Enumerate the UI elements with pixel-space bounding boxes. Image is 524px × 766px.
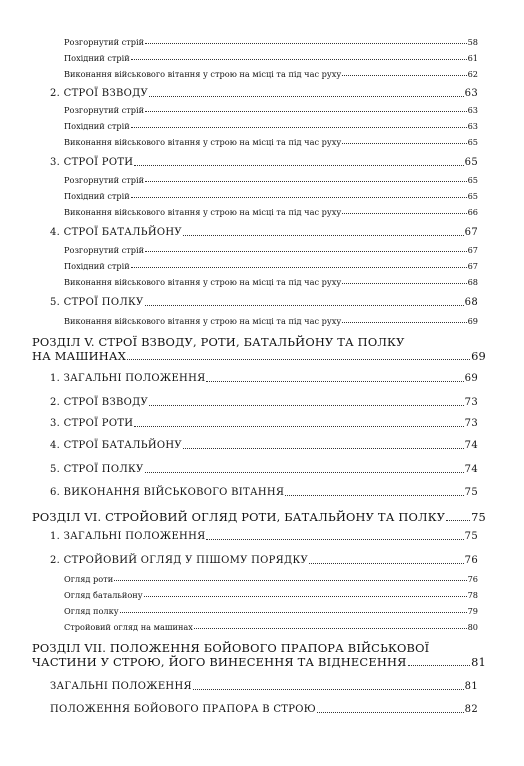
toc-entry[interactable] [32, 350, 486, 363]
toc-entry-page: 74 [464, 464, 478, 475]
dot-leader [149, 405, 464, 406]
dot-leader [145, 181, 466, 182]
section-title-line: РОЗДІЛ V. СТРОЇ ВЗВОДУ, РОТИ, БАТАЛЬЙОНУ ТА ПОЛКУ [32, 335, 405, 349]
toc-entry-title: 2. СТРОЇ ВЗВОДУ [50, 397, 149, 408]
toc-entry[interactable] [50, 418, 478, 430]
dot-leader [194, 628, 467, 629]
toc-entry-title: Огляд батальйону [64, 590, 143, 600]
dot-leader [144, 596, 467, 597]
dot-leader [134, 426, 463, 427]
toc-entry[interactable] [50, 227, 478, 239]
toc-entry[interactable] [64, 623, 478, 632]
toc-entry-title: Виконання військового вітання у строю на місці та під час руху [64, 316, 342, 326]
toc-entry-page: 80 [467, 622, 478, 632]
toc-entry-page: 68 [464, 297, 478, 308]
toc-entry-page: 68 [467, 277, 478, 287]
toc-entry-page: 78 [467, 590, 478, 600]
toc-entry-title: Виконання військового вітання у строю на місці та під час руху [64, 207, 342, 217]
toc-entry[interactable] [32, 656, 486, 669]
toc-entry-page: 65 [467, 175, 478, 185]
dot-leader [446, 520, 470, 521]
toc-entry[interactable] [50, 681, 478, 693]
dot-leader [127, 359, 470, 360]
dot-leader [183, 448, 464, 449]
dot-leader [145, 472, 464, 473]
toc-entry-page: 81 [464, 681, 478, 692]
toc-entry-title: РОЗДІЛ VI. СТРОЙОВИЙ ОГЛЯД РОТИ, БАТАЛЬЙОНУ ТА ПОЛКУ [32, 510, 446, 524]
toc-entry-title: Розгорнутий стрій [64, 175, 145, 185]
toc-entry[interactable] [50, 531, 478, 543]
toc-entry-page: 61 [467, 53, 478, 63]
toc-entry[interactable] [64, 106, 478, 115]
toc-entry[interactable] [64, 70, 478, 79]
toc-entry-page: 79 [467, 606, 478, 616]
dot-leader [342, 322, 466, 323]
dot-leader [131, 59, 467, 60]
toc-entry-page: 74 [464, 440, 478, 451]
toc-entry-page: 63 [464, 88, 478, 99]
toc-entry-title: 4. СТРОЇ БАТАЛЬЙОНУ [50, 440, 182, 451]
toc-entry-title: 3. СТРОЇ РОТИ [50, 157, 134, 168]
toc-entry[interactable] [50, 440, 478, 452]
toc-entry-page: 67 [464, 227, 478, 238]
dot-leader [317, 712, 464, 713]
toc-entry-title: 5. СТРОЇ ПОЛКУ [50, 464, 144, 475]
toc-entry-page: 63 [467, 121, 478, 131]
dot-leader [145, 251, 466, 252]
toc-entry-title: 3. СТРОЇ РОТИ [50, 418, 134, 429]
toc-entry-page: 73 [464, 418, 478, 429]
toc-entry-page: 65 [464, 157, 478, 168]
toc-entry[interactable] [50, 297, 478, 309]
dot-leader [285, 495, 463, 496]
dot-leader [342, 143, 466, 144]
dot-leader [131, 197, 467, 198]
toc-entry-page: 69 [471, 349, 486, 363]
toc-entry-page: 65 [467, 191, 478, 201]
toc-entry-title: Виконання військового вітання у строю на місці та під час руху [64, 69, 342, 79]
toc-entry-title: 2. СТРОЇ ВЗВОДУ [50, 88, 149, 99]
toc-entry[interactable] [50, 555, 478, 567]
toc-entry-title: ПОЛОЖЕННЯ БОЙОВОГО ПРАПОРА В СТРОЮ [50, 704, 317, 715]
dot-leader [145, 111, 466, 112]
toc-entry-title: Розгорнутий стрій [64, 245, 145, 255]
toc-entry-title: ЧАСТИНИ У СТРОЮ, ЙОГО ВИНЕСЕННЯ ТА ВІДНЕСЕННЯ [32, 655, 407, 669]
dot-leader [114, 580, 466, 581]
toc-entry[interactable] [64, 246, 478, 255]
toc-entry[interactable] [64, 208, 478, 217]
dot-leader [145, 305, 464, 306]
dot-leader [342, 75, 466, 76]
toc-entry-page: 75 [464, 487, 478, 498]
toc-entry-title: 5. СТРОЇ ПОЛКУ [50, 297, 144, 308]
toc-entry-title: Огляд роти [64, 574, 114, 584]
dot-leader [131, 267, 467, 268]
dot-leader [206, 539, 463, 540]
toc-entry-page: 76 [464, 555, 478, 566]
toc-entry-title: Похідний стрій [64, 191, 130, 201]
toc-entry-title: 2. СТРОЙОВИЙ ОГЛЯД У ПІШОМУ ПОРЯДКУ [50, 555, 309, 566]
dot-leader [120, 612, 467, 613]
toc-entry[interactable] [64, 192, 478, 201]
dot-leader [342, 213, 466, 214]
toc-entry-title: Огляд полку [64, 606, 119, 616]
toc-entry[interactable] [64, 278, 478, 287]
toc-entry[interactable] [50, 157, 478, 169]
dot-leader [145, 43, 466, 44]
toc-entry[interactable] [50, 487, 478, 499]
toc-entry[interactable] [64, 38, 478, 47]
toc-entry-page: 82 [464, 704, 478, 715]
toc-entry-title: НА МАШИНАХ [32, 349, 127, 363]
toc-entry-title: 1. ЗАГАЛЬНІ ПОЛОЖЕННЯ [50, 531, 206, 542]
toc-entry[interactable] [64, 122, 478, 131]
toc-entry-page: 76 [467, 574, 478, 584]
toc-entry-page: 73 [464, 397, 478, 408]
dot-leader [342, 283, 466, 284]
toc-entry[interactable] [50, 464, 478, 476]
toc-entry[interactable] [64, 176, 478, 185]
toc-entry-page: 69 [467, 316, 478, 326]
toc-entry[interactable] [64, 54, 478, 63]
toc-entry-page: 81 [471, 655, 486, 669]
toc-entry[interactable] [64, 317, 478, 326]
toc-entry-page: 63 [467, 105, 478, 115]
toc-entry-page: 62 [467, 69, 478, 79]
dot-leader [149, 96, 464, 97]
toc-entry-title: Похідний стрій [64, 121, 130, 131]
toc-entry[interactable] [50, 704, 478, 716]
toc-entry-page: 66 [467, 207, 478, 217]
toc-entry-title: Виконання військового вітання у строю на місці та під час руху [64, 137, 342, 147]
toc-entry-page: 58 [467, 37, 478, 47]
toc-entry-title: Похідний стрій [64, 53, 130, 63]
toc-entry-title: 6. ВИКОНАННЯ ВІЙСЬКОВОГО ВІТАННЯ [50, 487, 285, 498]
toc-entry[interactable] [64, 591, 478, 600]
toc-entry-title: Стройовий огляд на машинах [64, 622, 193, 632]
toc-entry-title: Розгорнутий стрій [64, 37, 145, 47]
toc-entry-title: Виконання військового вітання у строю на місці та під час руху [64, 277, 342, 287]
dot-leader [183, 235, 464, 236]
toc-entry-title: 4. СТРОЇ БАТАЛЬЙОНУ [50, 227, 182, 238]
dot-leader [309, 563, 464, 564]
toc-entry-page: 67 [467, 245, 478, 255]
toc-entry[interactable] [64, 607, 478, 616]
dot-leader [131, 127, 467, 128]
toc-entry[interactable] [64, 262, 478, 271]
toc-entry[interactable] [50, 397, 478, 409]
toc-entry-page: 67 [467, 261, 478, 271]
toc-entry-title: Похідний стрій [64, 261, 130, 271]
toc-entry[interactable] [64, 138, 478, 147]
section-title-line: РОЗДІЛ VII. ПОЛОЖЕННЯ БОЙОВОГО ПРАПОРА ВІЙСЬКОВОЇ [32, 641, 430, 655]
dot-leader [134, 165, 463, 166]
dot-leader [408, 665, 471, 666]
toc-entry-title: 1. ЗАГАЛЬНІ ПОЛОЖЕННЯ [50, 373, 206, 384]
dot-leader [193, 689, 464, 690]
toc-entry[interactable] [64, 575, 478, 584]
toc-entry-title: Розгорнутий стрій [64, 105, 145, 115]
toc-entry-page: 75 [464, 531, 478, 542]
toc-entry-page: 65 [467, 137, 478, 147]
toc-entry-title: ЗАГАЛЬНІ ПОЛОЖЕННЯ [50, 681, 192, 692]
dot-leader [206, 381, 463, 382]
toc-entry[interactable] [50, 88, 478, 100]
toc-entry-page: 75 [471, 510, 486, 524]
toc-entry-page: 69 [464, 373, 478, 384]
toc-entry[interactable] [50, 373, 478, 385]
toc-entry[interactable] [32, 511, 486, 524]
